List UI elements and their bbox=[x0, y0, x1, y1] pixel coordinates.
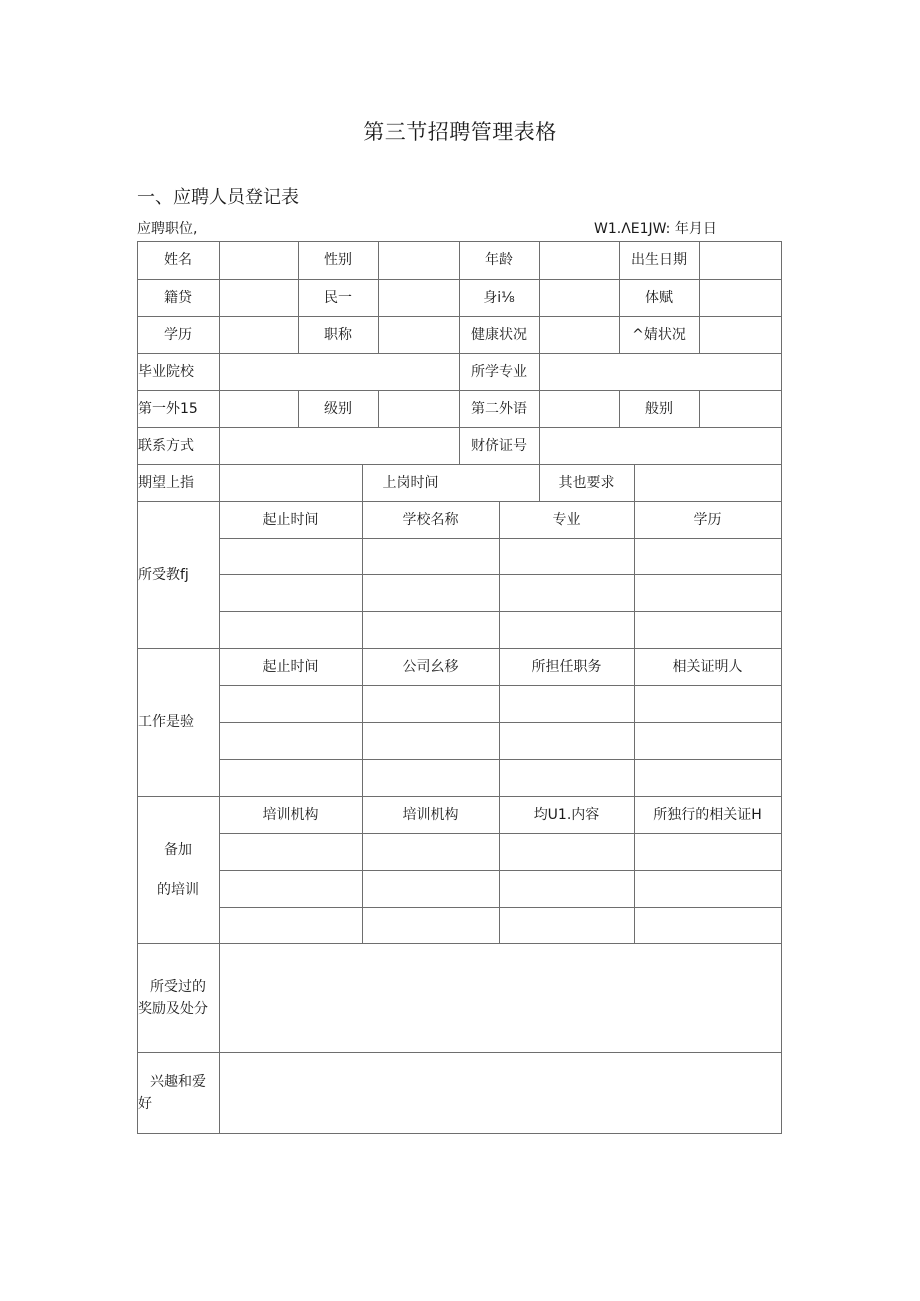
label-first-language: 第一外15 bbox=[138, 400, 198, 417]
table-line bbox=[219, 907, 782, 908]
label-other-requirements: 其也要求 bbox=[558, 474, 615, 491]
label-hobbies-line1: 兴趣和爱 bbox=[150, 1073, 206, 1090]
work-header-reference: 相关证明人 bbox=[672, 658, 743, 675]
train-header-institution-2: 培训机构 bbox=[402, 806, 459, 823]
label-hobbies bbox=[137, 1052, 219, 1133]
label-training-line1: 备加 bbox=[164, 841, 192, 858]
table-line bbox=[539, 241, 540, 501]
edu-header-degree: 学历 bbox=[693, 511, 722, 528]
section-heading: 一、应聘人员登记表 bbox=[137, 187, 299, 208]
edu-header-major: 专业 bbox=[552, 511, 581, 528]
label-height: 身i⅛ bbox=[483, 289, 515, 306]
label-education: 学历 bbox=[164, 326, 192, 343]
label-level-2: 般别 bbox=[645, 400, 673, 417]
table-line bbox=[219, 722, 782, 723]
table-line bbox=[137, 943, 782, 944]
label-expected-salary: 期望上指 bbox=[138, 474, 194, 491]
table-line bbox=[137, 1133, 782, 1134]
label-awards-line2: 奖励及处分 bbox=[138, 1000, 208, 1017]
table-line bbox=[378, 390, 379, 427]
table-line bbox=[219, 538, 782, 539]
table-line bbox=[219, 611, 782, 612]
table-line bbox=[219, 759, 782, 760]
label-major: 所学专业 bbox=[471, 363, 527, 380]
label-level-1: 级别 bbox=[324, 400, 352, 417]
label-gender: 性别 bbox=[324, 252, 352, 268]
train-header-certificate: 所独行的相关证H bbox=[653, 806, 762, 823]
label-name: 姓名 bbox=[164, 252, 192, 268]
label-start-time: 上岗时间 bbox=[382, 474, 439, 491]
label-birth-date: 出生日期 bbox=[631, 252, 687, 268]
label-awards-line1: 所受过的 bbox=[150, 978, 206, 995]
table-line bbox=[219, 685, 782, 686]
table-line bbox=[137, 1052, 782, 1053]
label-health: 健康状况 bbox=[471, 326, 527, 343]
label-training bbox=[137, 796, 219, 943]
table-line bbox=[699, 241, 700, 353]
label-marital-status: ^婧状况 bbox=[632, 326, 686, 343]
label-id-number: 财侪证号 bbox=[471, 437, 527, 454]
label-hobbies-line2: 好 bbox=[138, 1095, 152, 1112]
label-work-experience: 工作是验 bbox=[138, 714, 194, 730]
table-line bbox=[378, 241, 379, 353]
work-header-period: 起止时间 bbox=[262, 658, 319, 675]
label-age: 年龄 bbox=[485, 252, 513, 268]
label-ethnicity: 民一 bbox=[324, 289, 352, 306]
work-header-position: 所担任职务 bbox=[531, 658, 602, 675]
label-graduate-school: 毕业院校 bbox=[138, 363, 194, 380]
work-header-company: 公司幺移 bbox=[402, 658, 459, 675]
label-training-line2: 的培训 bbox=[157, 881, 199, 898]
label-education-history: 所受教fj bbox=[138, 566, 189, 583]
position-label: 应聘职位, bbox=[137, 221, 198, 237]
label-weight: 体赋 bbox=[645, 289, 673, 306]
edu-header-school: 学校名称 bbox=[402, 511, 459, 528]
table-line bbox=[219, 870, 782, 871]
label-title: 职称 bbox=[324, 326, 352, 343]
table-line bbox=[499, 501, 500, 943]
label-second-language: 第二外语 bbox=[471, 400, 527, 417]
page-title: 第三节招聘管理表格 bbox=[363, 120, 557, 144]
label-awards bbox=[137, 943, 219, 1052]
table-line bbox=[219, 574, 782, 575]
table-line bbox=[699, 390, 700, 427]
table-line bbox=[137, 464, 782, 465]
edu-header-period: 起止时间 bbox=[262, 511, 319, 528]
label-contact: 联系方式 bbox=[138, 437, 194, 454]
label-native-place: 籍贷 bbox=[164, 289, 192, 306]
table-line bbox=[781, 241, 782, 1134]
date-label: W1.ΛE1JW: 年月日 bbox=[594, 221, 717, 237]
train-header-institution: 培训机构 bbox=[262, 806, 319, 823]
table-line bbox=[219, 833, 782, 834]
train-header-content: 均U1.内容 bbox=[533, 806, 600, 823]
